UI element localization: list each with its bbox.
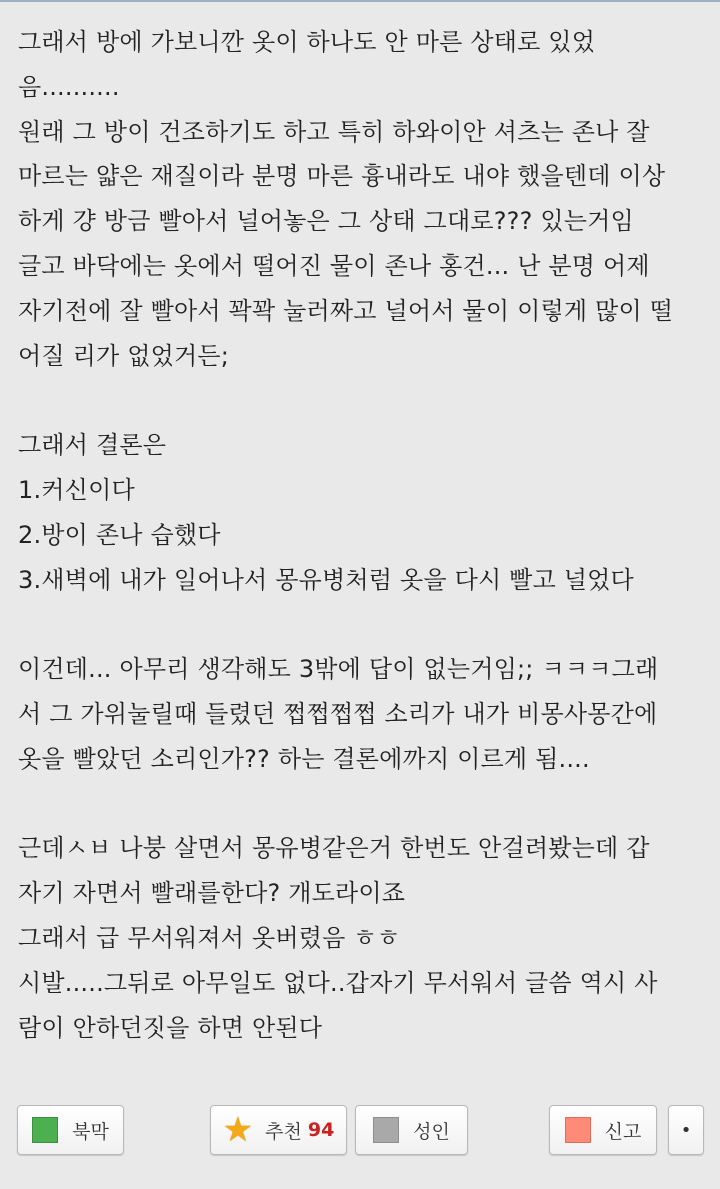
report-button[interactable] — [549, 1105, 657, 1155]
recommend-count: 94 — [307, 1119, 335, 1141]
post-line: 옷을 빨았던 소리인가?? 하는 결론에까지 이르게 됨.... — [18, 744, 590, 773]
gray-square-icon — [373, 1117, 399, 1143]
post-line: 자기전에 잘 빨아서 꽉꽉 눌러짜고 널어서 물이 이렇게 많이 떨 — [18, 296, 674, 325]
recommend-button[interactable] — [210, 1105, 347, 1155]
red-square-icon — [565, 1117, 591, 1143]
more-options-button[interactable] — [668, 1105, 704, 1155]
top-divider — [0, 0, 720, 2]
post-action-bar — [0, 1105, 720, 1159]
post-line: 그래서 급 무서워져서 옷버렸음 ㅎㅎ — [18, 923, 401, 952]
post-line: 음.......... — [18, 72, 120, 101]
star-icon: ★ — [222, 1110, 254, 1150]
post-blank-line — [18, 602, 708, 647]
adult-button[interactable] — [355, 1105, 468, 1155]
post-line: 글고 바닥에는 옷에서 떨어진 물이 존나 홍건... 난 분명 어제 — [18, 251, 650, 280]
post-blank-line — [18, 378, 708, 423]
post-line: 원래 그 방이 건조하기도 하고 특히 하와이안 셔츠는 존나 잘 — [18, 117, 650, 146]
post-line: 근데ㅅㅂ 나붕 살면서 몽유병같은거 한번도 안걸려봤는데 갑 — [18, 834, 650, 863]
bookmark-button[interactable] — [17, 1105, 124, 1155]
adult-label: 성인 — [413, 1120, 450, 1143]
post-line: 이건데... 아무리 생각해도 3밖에 답이 없는거임;; ㅋㅋㅋ그래 — [18, 655, 659, 684]
post-line: 2.방이 존나 습했다 — [18, 520, 221, 549]
post-line: 3.새벽에 내가 일어나서 몽유병처럼 옷을 다시 빨고 널었다 — [18, 565, 634, 594]
post-line: 마르는 얇은 재질이라 분명 마른 흉내라도 내야 했을텐데 이상 — [18, 162, 666, 191]
post-blank-line — [18, 782, 708, 827]
post-line: 시발.....그뒤로 아무일도 없다..갑자기 무서워서 글씀 역시 사 — [18, 968, 658, 997]
post-line: 그래서 결론은 — [18, 431, 167, 460]
post-line: 그래서 방에 가보니깐 옷이 하나도 안 마른 상태로 있었 — [18, 28, 596, 56]
more-dot-icon: • — [680, 1119, 692, 1141]
post-line: 1.커신이다 — [18, 475, 135, 504]
post-line: 자기 자면서 빨래를한다? 개도라이죠 — [18, 879, 406, 908]
post-line: 서 그 가위눌릴때 들렸던 쩝쩝쩝쩝 소리가 내가 비몽사몽간에 — [18, 699, 658, 728]
report-label: 신고 — [604, 1120, 642, 1143]
bookmark-label: 북막 — [72, 1120, 109, 1143]
post-line: 하게 걍 방금 빨아서 널어놓은 그 상태 그대로??? 있는거임 — [18, 207, 634, 236]
post-line: 람이 안하던짓을 하면 안된다 — [18, 1013, 323, 1042]
post-line: 어질 리가 없었거든; — [18, 341, 230, 370]
green-square-icon — [32, 1117, 58, 1143]
recommend-label: 추천 — [265, 1120, 302, 1143]
post-body — [18, 20, 708, 1050]
